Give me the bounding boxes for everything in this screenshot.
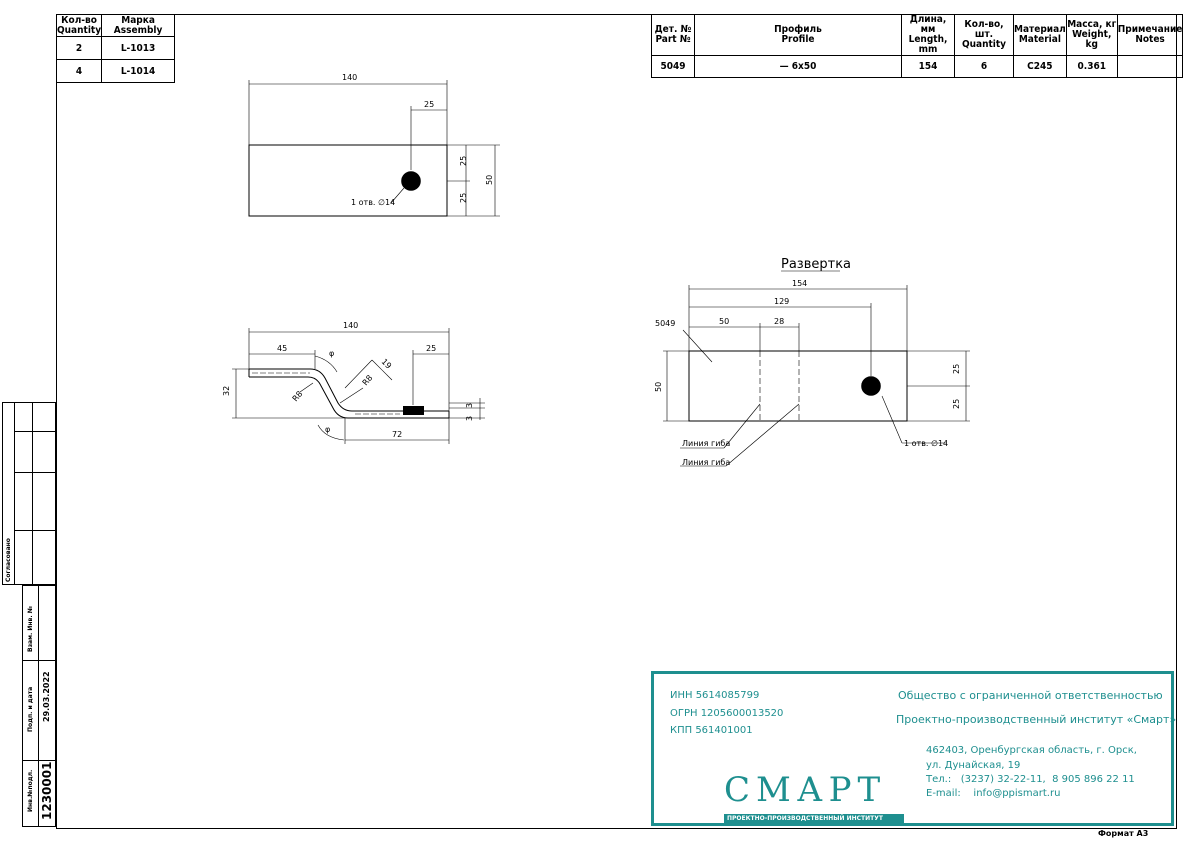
header-length-ru: Длина, мм — [909, 14, 947, 35]
side-dim-left: 45 — [277, 344, 288, 353]
flat-hole — [862, 377, 881, 396]
stamp-inv-num: 1230001 — [40, 761, 54, 820]
side-dim-19: 19 — [379, 357, 394, 371]
header-notes-en: Notes — [1135, 34, 1165, 45]
tb-phone: Тел.: (3237) 32-22-11, 8 905 896 22 11 — [926, 774, 1135, 785]
header-weight-ru: Масса, кг — [1067, 19, 1117, 30]
side-dim-bottom: 72 — [392, 430, 403, 439]
tb-org2: Проектно-производственный институт «Смарт» — [896, 713, 1177, 726]
side-r2: R8 — [360, 373, 375, 388]
header-profile-ru: Профиль — [774, 24, 822, 35]
flat-hole-label: 1 отв. ∅14 — [904, 439, 949, 448]
cell-qty: 6 — [955, 56, 1014, 78]
cell-part: 5049 — [652, 56, 695, 78]
header-material-en: Material — [1018, 34, 1061, 45]
header-mark-ru: Марка — [121, 14, 155, 26]
header-material-ru: Материал — [1014, 24, 1066, 35]
tb-ogrn: ОГРН 1205600013520 — [670, 708, 784, 719]
stamp-date: 29.03.2022 — [42, 671, 51, 722]
top-dim-h1: 25 — [459, 155, 468, 166]
top-dim-h2: 25 — [459, 192, 468, 203]
header-qty-ru: Кол-во — [61, 14, 97, 26]
top-hole-label: 1 отв. ∅14 — [351, 198, 396, 207]
header-qty-en: Quantity — [57, 24, 102, 36]
cell-material: C245 — [1014, 56, 1067, 78]
header-weight-en: Weight, kg — [1072, 29, 1112, 50]
side-angle1: φ — [329, 349, 335, 358]
flat-dim-h2: 25 — [952, 398, 961, 409]
row-qty: 2 — [57, 37, 102, 60]
bend-line-label-1: Линия гиба — [682, 439, 731, 448]
cell-weight: 0.361 — [1066, 56, 1117, 78]
side-stamp — [2, 402, 56, 827]
top-view-hole — [402, 172, 421, 191]
tb-addr2: ул. Дунайская, 19 — [926, 760, 1021, 771]
tb-email: E-mail: info@ppismart.ru — [926, 788, 1061, 799]
top-dim-total: 140 — [342, 73, 358, 82]
stamp-inv: Инв.№подл. — [27, 769, 34, 812]
flat-dim-28: 28 — [774, 317, 785, 326]
side-angle2: φ — [325, 425, 331, 434]
row-mark: L-1014 — [102, 60, 175, 83]
tb-logo: СМАРТ — [724, 770, 887, 810]
cell-profile: — 6x50 — [695, 56, 902, 78]
row-qty: 4 — [57, 60, 102, 83]
flat-dim-50: 50 — [719, 317, 730, 326]
side-dim-right: 25 — [426, 344, 437, 353]
flat-dim-total: 154 — [792, 279, 808, 288]
header-part-en: Part № — [655, 34, 691, 45]
title-block — [651, 671, 1177, 826]
stamp-replace: Взам. Инв. № — [27, 606, 34, 652]
flat-dim-h: 50 — [654, 381, 663, 392]
top-dim-hole: 25 — [424, 100, 435, 109]
side-dim-total: 140 — [343, 321, 359, 330]
flat-dim-129: 129 — [774, 297, 790, 306]
tb-logo-sub: ПРОЕКТНО-ПРОИЗВОДСТВЕННЫЙ ИНСТИТУТ — [727, 815, 883, 822]
stamp-sign-date: Подп. и дата — [27, 686, 34, 732]
cell-length: 154 — [902, 56, 955, 78]
tb-addr1: 462403, Оренбургская область, г. Орск, — [926, 745, 1137, 756]
top-dim-h: 50 — [485, 174, 494, 185]
row-mark: L-1013 — [102, 37, 175, 60]
tb-inn: ИНН 5614085799 — [670, 690, 760, 701]
side-r1: R8 — [290, 389, 305, 404]
header-profile-en: Profile — [781, 34, 815, 45]
header-quantity-ru: Кол-во, шт. — [964, 19, 1004, 40]
flat-dim-h1: 25 — [952, 363, 961, 374]
header-notes-ru: Примечание — [1117, 24, 1183, 35]
format-label: Формат А3 — [1098, 829, 1149, 838]
header-length-en: Length, mm — [908, 34, 948, 55]
stamp-agreed: Согласовано — [5, 538, 12, 582]
bend-line-label-2: Линия гиба — [682, 458, 731, 467]
side-t2: 3 — [465, 415, 474, 421]
flat-part-label: 5049 — [655, 319, 676, 328]
header-quantity-en: Quantity — [961, 39, 1007, 50]
side-dim-height: 32 — [222, 385, 231, 396]
header-part-ru: Дет. № — [654, 24, 692, 35]
tb-org1: Общество с ограниченной ответственностью — [898, 689, 1163, 702]
tb-kpp: КПП 561401001 — [670, 725, 753, 736]
side-t1: 3 — [465, 402, 474, 408]
flat-title: Развертка — [781, 257, 852, 272]
header-mark-en: Assembly — [113, 24, 163, 36]
